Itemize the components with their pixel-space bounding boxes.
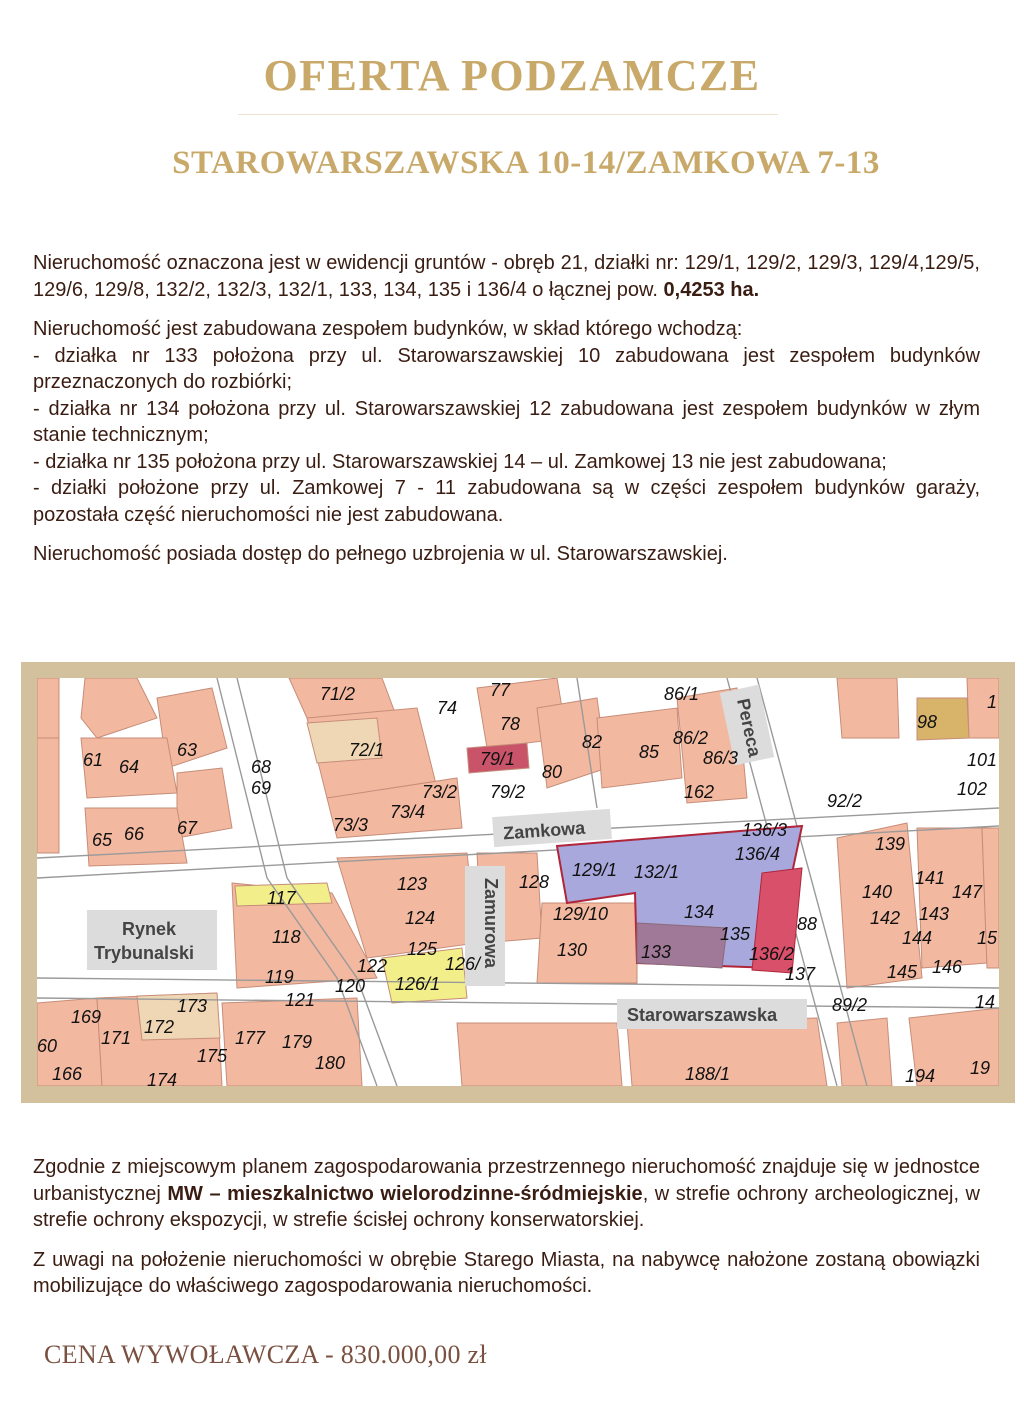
parcel-label-92-2: 92/2 bbox=[827, 791, 863, 811]
parcel-label-139: 139 bbox=[875, 834, 906, 854]
parcel-label-19: 19 bbox=[970, 1058, 991, 1078]
parcel-label-134: 134 bbox=[684, 902, 715, 922]
intro-paragraph-3: Nieruchomość posiada dostęp do pełnego uzbrojenia w ul. Starowarszawskiej. bbox=[33, 543, 728, 565]
parcel-label-172: 172 bbox=[144, 1017, 175, 1037]
plan-paragraph-1 bbox=[33, 1154, 980, 1234]
parcel-label-15: 15 bbox=[977, 928, 998, 948]
parcel-label-143: 143 bbox=[919, 904, 950, 924]
parcel-label-122: 122 bbox=[357, 956, 388, 976]
building bbox=[457, 1023, 622, 1086]
parcel-label-73-3: 73/3 bbox=[333, 815, 369, 835]
intro-parcels-text: Nieruchomość oznaczona jest w ewidencji gruntów - obręb 21, działki nr: 129/1, 129/2, 129/3, 129/4,129/5, 129/6, 129/8, 132/2, 132/3, 132/1, 133, 134, 135 i 136/4 o łącznej pow. bbox=[33, 252, 980, 301]
parcel-label-129-1: 129/1 bbox=[572, 860, 618, 880]
parcel-label-121: 121 bbox=[285, 990, 316, 1010]
parcel-label-61: 61 bbox=[83, 750, 104, 770]
parcel-label-171: 171 bbox=[101, 1028, 132, 1048]
parcel-label-77: 77 bbox=[490, 680, 511, 700]
building bbox=[37, 678, 59, 738]
parcel-label-146: 146 bbox=[932, 957, 963, 977]
parcel-label-71-2: 71/2 bbox=[320, 684, 356, 704]
parcel-label-82: 82 bbox=[582, 732, 603, 752]
plan-text-a: Zgodnie z miejscowym planem zagospodarowania przestrzennego nieruchomość znajduje się w jednostce urbanistycznej bbox=[33, 1156, 980, 1205]
parcel-label-79-2: 79/2 bbox=[490, 782, 526, 802]
parcel-label-86-2: 86/2 bbox=[673, 728, 709, 748]
parcel-label-194: 194 bbox=[905, 1066, 936, 1086]
parcel-label-130: 130 bbox=[557, 940, 588, 960]
parcel-label-117: 117 bbox=[267, 888, 296, 908]
parcel-label-63: 63 bbox=[177, 740, 198, 760]
intro-item: - działki położone przy ul. Zamkowej 7 - 11 zabudowana są w części zespołem budynków garaży, pozostała część nieruchomości nie jest zabudowana. bbox=[33, 477, 980, 526]
parcel-label-73-2: 73/2 bbox=[422, 782, 458, 802]
street-name-starowarszawska: Starowarszawska bbox=[627, 1005, 778, 1025]
street-name-zamkowa: Zamkowa bbox=[502, 817, 586, 844]
intro-section bbox=[33, 250, 980, 581]
page-subtitle: STAROWARSZAWSKA 10-14/ZAMKOWA 7-13 bbox=[172, 145, 880, 181]
parcel-label-137: 137 bbox=[785, 964, 816, 984]
square-name-line2: Trybunalski bbox=[94, 943, 195, 963]
parcel-label-128: 128 bbox=[519, 872, 550, 892]
intro-buildings-lead: Nieruchomość jest zabudowana zespołem budynków, w skład którego wchodzą: bbox=[33, 318, 743, 340]
parcel-label-78: 78 bbox=[500, 714, 521, 734]
parcel-label-125: 125 bbox=[407, 939, 438, 959]
intro-item: - działka nr 134 położona przy ul. Starowarszawskiej 12 zabudowana jest zespołem budynków w złym stanie technicznym; bbox=[33, 397, 980, 446]
parcel-label-188-1: 188/1 bbox=[685, 1064, 731, 1084]
parcel-label-124: 124 bbox=[405, 908, 436, 928]
parcel-label-14: 14 bbox=[975, 992, 996, 1012]
building bbox=[37, 738, 59, 853]
parcel-label-144: 144 bbox=[902, 928, 933, 948]
zoning-designation: MW – mieszkalnictwo wielorodzinne-śródmiejskie bbox=[167, 1182, 643, 1205]
plan-paragraph-2: Z uwagi na położenie nieruchomości w obrębie Starego Miasta, na nabywcę nałożone zostaną obowiązki mobilizujące do właściwego zagospodarowania nieruchomości. bbox=[33, 1248, 980, 1297]
intro-paragraph-2 bbox=[33, 316, 980, 528]
parcel-label-79-1: 79/1 bbox=[480, 749, 516, 769]
parcel-label-162: 162 bbox=[684, 782, 715, 802]
parcel-label-65: 65 bbox=[92, 830, 113, 850]
parcel-label-126: 126/ bbox=[445, 954, 481, 974]
parcel-label-102: 102 bbox=[957, 779, 988, 799]
parcel-label-72-1: 72/1 bbox=[349, 740, 385, 760]
building bbox=[81, 678, 157, 738]
parcel-label-145: 145 bbox=[887, 962, 918, 982]
parcel-label-175: 175 bbox=[197, 1046, 228, 1066]
parcel-label-69: 69 bbox=[251, 778, 272, 798]
parcel-label-136-2: 136/2 bbox=[749, 944, 795, 964]
parcel-label-177: 177 bbox=[235, 1028, 266, 1048]
parcel-label-147: 147 bbox=[952, 882, 983, 902]
parcel-label-89-2: 89/2 bbox=[832, 995, 868, 1015]
parcel-label-126-1: 126/1 bbox=[395, 974, 441, 994]
cadastral-map bbox=[37, 678, 999, 1086]
parcel-label-64: 64 bbox=[119, 757, 140, 777]
parcel-label-119: 119 bbox=[265, 967, 294, 987]
parcel-label-180: 180 bbox=[315, 1053, 346, 1073]
parcel-label-86-3: 86/3 bbox=[703, 748, 739, 768]
parcel-label-169: 169 bbox=[71, 1007, 102, 1027]
parcel-label-80: 80 bbox=[542, 762, 563, 782]
parcel-label-118: 118 bbox=[272, 927, 301, 947]
parcel-label-166: 166 bbox=[52, 1064, 83, 1084]
parcel-label-174: 174 bbox=[147, 1070, 178, 1086]
parcel-label-88: 88 bbox=[797, 914, 818, 934]
parcel-label-86-1: 86/1 bbox=[664, 684, 700, 704]
title-divider bbox=[238, 114, 778, 115]
parcel-label-136-4: 136/4 bbox=[735, 844, 781, 864]
parcel-label-67: 67 bbox=[177, 818, 198, 838]
parcel-label-142: 142 bbox=[870, 908, 901, 928]
parcel-label-179: 179 bbox=[282, 1032, 313, 1052]
map-svg bbox=[37, 678, 999, 1086]
intro-item: - działka nr 135 położona przy ul. Starowarszawskiej 14 – ul. Zamkowej 13 nie jest zabudowana; bbox=[33, 450, 887, 473]
plan-text-b: , w strefie ochrony archeologicznej, w strefie ochrony ekspozycji, w strefie ścisłej ochrony konserwatorskiej. bbox=[33, 1182, 980, 1231]
plan-section bbox=[33, 1154, 980, 1313]
street-name-zamurowa: Zamurowa bbox=[481, 878, 501, 969]
parcel-label-68: 68 bbox=[251, 757, 272, 777]
parcel-label-173: 173 bbox=[177, 996, 208, 1016]
parcel-label-123: 123 bbox=[397, 874, 428, 894]
parcel-label-98: 98 bbox=[917, 712, 938, 732]
intro-item: - działka nr 133 położona przy ul. Starowarszawskiej 10 zabudowana jest zespołem budynków przeznaczonych do rozbiórki; bbox=[33, 344, 980, 393]
square-name-line1: Rynek bbox=[122, 919, 177, 939]
parcel-label-101: 101 bbox=[967, 750, 998, 770]
intro-paragraph-1 bbox=[33, 250, 980, 303]
parcel-label-140: 140 bbox=[862, 882, 893, 902]
starting-price: CENA WYWOŁAWCZA - 830.000,00 zł bbox=[44, 1340, 487, 1369]
parcel-label-73-4: 73/4 bbox=[390, 802, 426, 822]
page-title: OFERTA PODZAMCZE bbox=[263, 51, 761, 100]
intro-area: 0,4253 ha. bbox=[663, 278, 760, 301]
parcel-label-135: 135 bbox=[720, 924, 751, 944]
parcel-label-132-1: 132/1 bbox=[634, 862, 680, 882]
parcel-label-85: 85 bbox=[639, 742, 660, 762]
parcel-label-136-3: 136/3 bbox=[742, 820, 788, 840]
parcel-label-120: 120 bbox=[335, 976, 366, 996]
parcel-label-129-10: 129/10 bbox=[553, 904, 609, 924]
parcel-label-133: 133 bbox=[641, 942, 672, 962]
street-name-pereca: Pereca bbox=[733, 696, 765, 759]
building bbox=[837, 678, 899, 738]
parcel-label-66: 66 bbox=[124, 824, 145, 844]
parcel-label-60: 60 bbox=[37, 1036, 58, 1056]
parcel-label-141: 141 bbox=[915, 868, 946, 888]
parcel-label-1: 1 bbox=[987, 692, 998, 712]
parcel-label-74: 74 bbox=[437, 698, 458, 718]
